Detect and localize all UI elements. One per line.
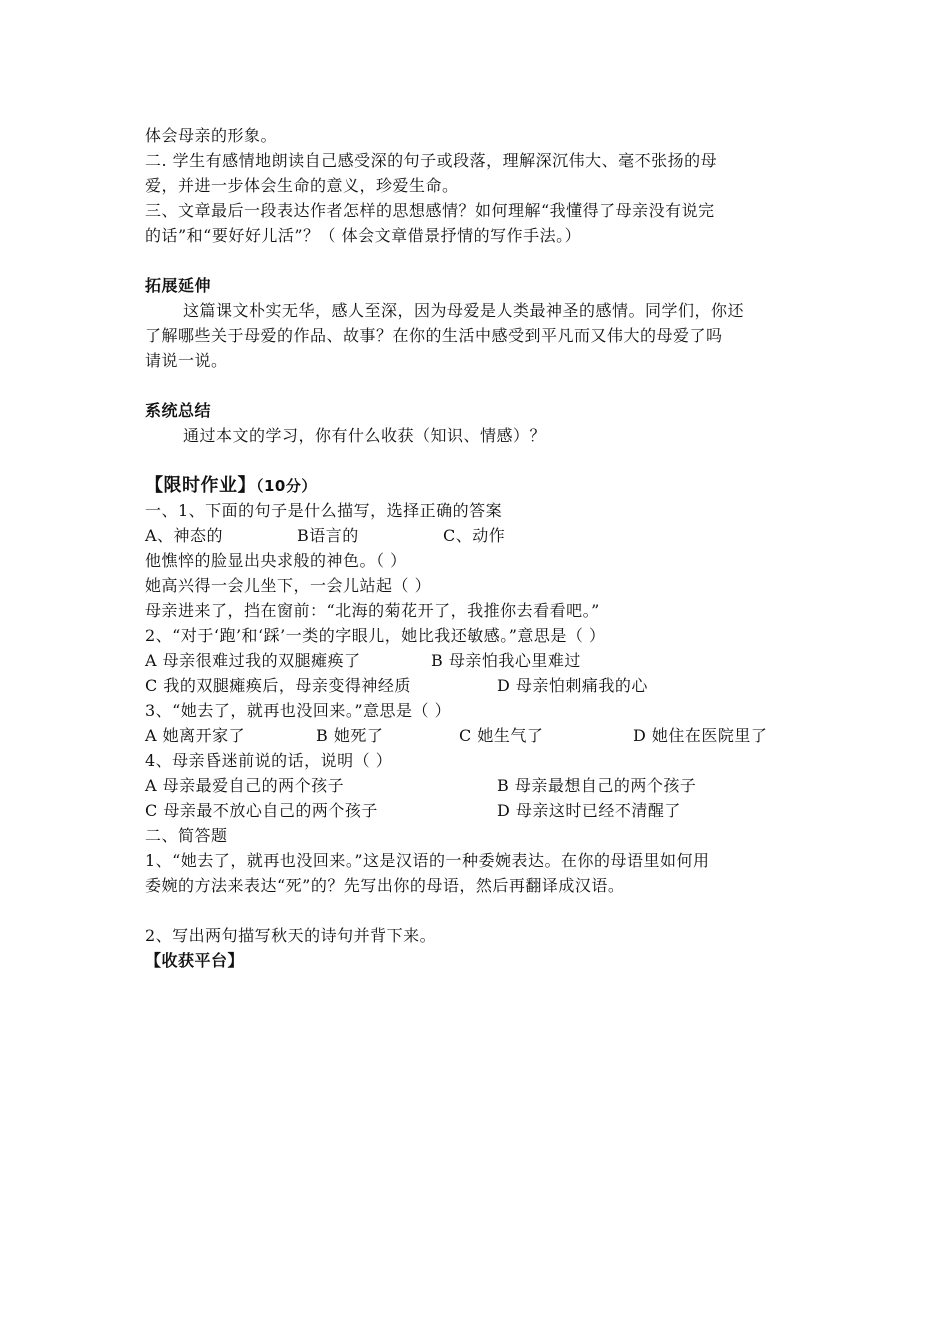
section-heading-harvest: 【收获平台】	[145, 951, 245, 970]
question-title: 3、“她去了，就再也没回来。”意思是（ ）	[145, 701, 452, 720]
paragraph-line: 体会母亲的形象。	[145, 126, 278, 145]
question-title: 一、1、下面的句子是什么描写，选择正确的答案	[145, 501, 503, 520]
option-b: B语言的	[297, 526, 359, 545]
section-heading-homework	[145, 474, 317, 498]
paragraph-line: 这篇课文朴实无华，感人至深，因为母爱是人类最神圣的感情。同学们，你还	[183, 301, 745, 320]
question-sentence: 他憔悴的脸显出央求般的神色。（ ）	[145, 551, 407, 570]
section-heading-extension: 拓展延伸	[145, 276, 212, 295]
paragraph-line: 爱，并进一步体会生命的意义，珍爱生命。	[145, 176, 459, 195]
question-title: 4、母亲昏迷前说的话，说明（ ）	[145, 751, 393, 770]
option-b: B 母亲最想自己的两个孩子	[497, 776, 697, 795]
question-title: 2、“对于‘跑’和‘踩’一类的字眼儿，她比我还敏感。”意思是（ ）	[145, 626, 606, 645]
question-title: 1、“她去了，就再也没回来。”这是汉语的一种委婉表达。在你的母语里如何用	[145, 851, 710, 870]
paragraph-line: 三、文章最后一段表达作者怎样的思想感情？如何理解“我懂得了母亲没有说完	[145, 201, 715, 220]
option-d: D 她住在医院里了	[633, 726, 768, 745]
paragraph-line: 二. 学生有感情地朗读自己感受深的句子或段落，理解深沉伟大、毫不张扬的母	[145, 151, 718, 170]
option-c: C 她生气了	[459, 726, 544, 745]
homework-title: 【限时作业】	[145, 475, 256, 496]
option-b: B 她死了	[316, 726, 384, 745]
option-a: A 母亲很难过我的双腿瘫痪了	[145, 651, 361, 670]
option-c: C、动作	[443, 526, 506, 545]
paragraph-line: 通过本文的学习，你有什么收获（知识、情感）？	[183, 426, 547, 445]
question-sentence: 母亲进来了，挡在窗前：“北海的菊花开了，我推你去看看吧。”	[145, 601, 600, 620]
paragraph-line: 的话”和“要好好儿活”？（ 体会文章借景抒情的写作手法。）	[145, 226, 582, 245]
option-a: A、神态的	[145, 526, 224, 545]
paragraph-line: 了解哪些关于母爱的作品、故事？在你的生活中感受到平凡而又伟大的母爱了吗	[145, 326, 723, 345]
option-b: B 母亲怕我心里难过	[431, 651, 581, 670]
part-title: 二、简答题	[145, 826, 228, 845]
option-a: A 她离开家了	[145, 726, 246, 745]
option-d: D 母亲怕刺痛我的心	[497, 676, 648, 695]
option-c: C 我的双腿瘫痪后，母亲变得神经质	[145, 676, 411, 695]
question-title: 委婉的方法来表达“死”的？先写出你的母语，然后再翻译成汉语。	[145, 876, 625, 895]
homework-score: （10分）	[256, 477, 317, 495]
paragraph-line: 请说一说。	[145, 351, 228, 370]
option-d: D 母亲这时已经不清醒了	[497, 801, 681, 820]
question-title: 2、写出两句描写秋天的诗句并背下来。	[145, 926, 437, 945]
question-sentence: 她高兴得一会儿坐下，一会儿站起（ ）	[145, 576, 432, 595]
option-c: C 母亲最不放心自己的两个孩子	[145, 801, 378, 820]
option-a: A 母亲最爱自己的两个孩子	[145, 776, 345, 795]
section-heading-summary: 系统总结	[145, 401, 212, 420]
